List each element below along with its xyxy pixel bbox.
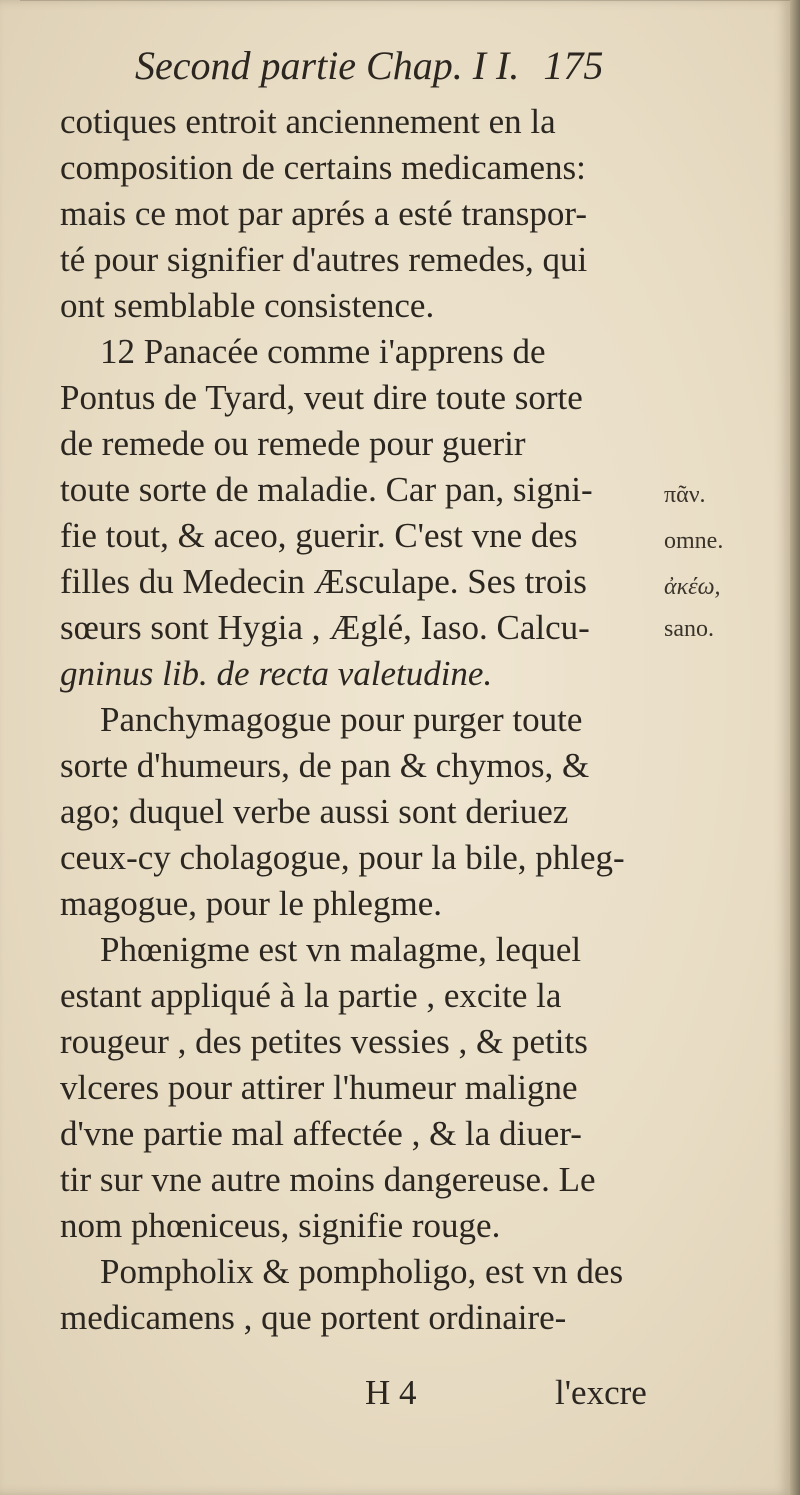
text-line: Pompholix & pompholigo, est vn des	[100, 1252, 624, 1291]
text-line: Pontus de Tyard, veut dire toute sorte	[60, 378, 583, 417]
text-line: de remede ou remede pour guerir	[60, 424, 526, 463]
text-line: Phœnigme est vn malagme, lequel	[100, 930, 582, 969]
text-line: medicamens , que portent ordinaire-	[60, 1298, 567, 1337]
margin-note: omne.	[664, 528, 724, 554]
text-line: vlceres pour attirer l'humeur maligne	[60, 1068, 578, 1107]
margin-note: sano.	[664, 616, 714, 642]
text-line: sorte d'humeurs, de pan & chymos, &	[60, 746, 590, 785]
text-line: tir sur vne autre moins dangereuse. Le	[60, 1160, 596, 1199]
running-header	[135, 42, 665, 89]
running-title: Second partie Chap. I I.	[135, 43, 520, 88]
catchword: l'excre	[555, 1373, 647, 1412]
text-line: sœurs sont Hygia , Æglé, Iaso. Calcu-	[60, 608, 590, 647]
text-line: d'vne partie mal affectée , & la diuer-	[60, 1114, 582, 1153]
text-line: mais ce mot par aprés a esté transpor-	[60, 194, 587, 233]
text-line: composition de certains medicamens:	[60, 148, 586, 187]
page-edge-shadow	[790, 0, 800, 1495]
text-line: Panchymagogue pour purger toute	[100, 700, 583, 739]
text-line: rougeur , des petites vessies , & petits	[60, 1022, 588, 1061]
text-line: té pour signifier d'autres remedes, qui	[60, 240, 588, 279]
margin-note: ἀκέω,	[664, 574, 721, 600]
text-line: estant appliqué à la partie , excite la	[60, 976, 562, 1015]
text-line: 12 Panacée comme i'apprens de	[100, 332, 546, 371]
text-line: gninus lib. de recta valetudine.	[60, 654, 493, 693]
text-line: magogue, pour le phlegme.	[60, 884, 442, 923]
text-line: nom phœniceus, signifie rouge.	[60, 1206, 501, 1245]
margin-note: πᾶν.	[664, 482, 706, 508]
text-line: fie tout, & aceo, guerir. C'est vne des	[60, 516, 578, 555]
signature-mark: H 4	[365, 1373, 417, 1412]
text-line: ceux-cy cholagogue, pour la bile, phleg-	[60, 838, 625, 877]
page-top-edge	[20, 0, 790, 1]
text-line: toute sorte de maladie. Car pan, signi-	[60, 470, 593, 509]
text-line: filles du Medecin Æsculape. Ses trois	[60, 562, 587, 601]
text-line: ago; duquel verbe aussi sont deriuez	[60, 792, 569, 831]
page-number: 175	[543, 43, 604, 88]
text-line: cotiques entroit anciennement en la	[60, 102, 556, 141]
text-line: ont semblable consistence.	[60, 286, 435, 325]
